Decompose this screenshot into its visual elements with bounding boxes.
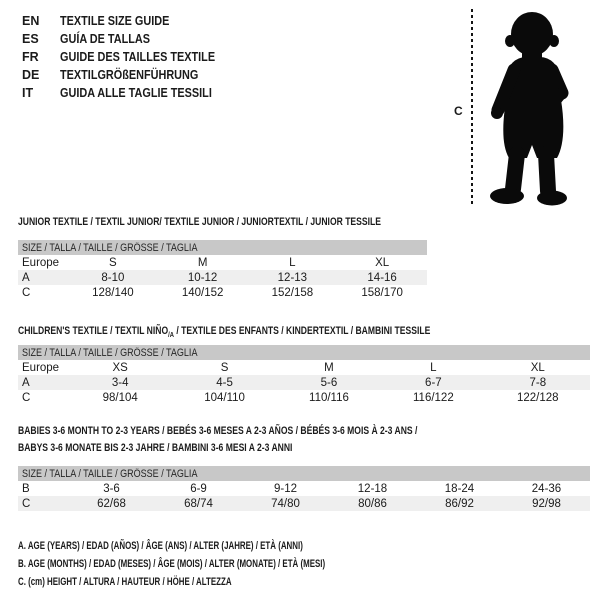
children-size-table [18,345,590,405]
language-code: DE [22,68,40,82]
row-label-cell: Europe [22,256,60,269]
babies-section-title [18,423,417,457]
size-value-cell: 140/152 [181,286,224,299]
size-value-cell: 86/92 [445,497,474,510]
size-value-cell: 116/122 [413,391,454,404]
children-title-subscript: /A [168,330,174,340]
size-header-bar [18,466,590,481]
children-title-suffix: / TEXTILE DES ENFANTS / KINDERTEXTIL / BAMBINI TESSILE [173,325,431,337]
size-value-cell: XS [112,361,128,374]
language-code: EN [22,14,40,28]
size-value-cell: 6-9 [190,482,207,495]
language-label: GUÍA DE TALLAS [60,32,151,46]
language-row [22,66,238,84]
size-value-cell: 98/104 [102,391,138,404]
size-value-cell: M [197,256,208,269]
footnote-c: C. (cm) HEIGHT / ALTURA / HAUTEUR / HÖHE / ALTEZZA [18,576,232,588]
language-label: TEXTILGRÖßENFÜHRUNG [60,68,199,82]
size-value-cell: 62/68 [97,497,126,510]
size-value-cell: XL [530,361,545,374]
size-value-cell: 122/128 [516,391,559,404]
row-label-cell: C [22,497,31,510]
size-value-cell: 152/158 [271,286,314,299]
table-row [18,496,590,511]
size-value-cell: 6-7 [425,376,442,389]
footnote-a: A. AGE (YEARS) / EDAD (AÑOS) / ÂGE (ANS) / ALTER (JAHRE) / ETÀ (ANNI) [18,540,303,552]
height-measure-label: C [454,104,463,118]
size-value-cell: L [289,256,296,269]
size-header-label: SIZE / TALLA / TAILLE / GRÖSSE / TAGLIA [22,467,198,480]
size-value-cell: 12-18 [357,482,388,495]
table-row [18,375,590,390]
height-dashed-line [471,9,473,206]
size-value-cell: 18-24 [444,482,475,495]
row-label-cell: A [22,271,30,284]
language-row [22,84,238,102]
size-value-cell: 4-5 [216,376,233,389]
size-value-cell: 5-6 [320,376,338,389]
language-label: GUIDE DES TAILLES TEXTILE [60,50,216,64]
junior-section-title: JUNIOR TEXTILE / TEXTIL JUNIOR/ TEXTILE JUNIOR / JUNIORTEXTIL / JUNIOR TESSILE [18,216,381,228]
size-value-cell: S [220,361,229,374]
size-header-label: SIZE / TALLA / TAILLE / GRÖSSE / TAGLIA [22,241,198,254]
size-header-bar [18,345,590,360]
junior-size-table [18,240,427,300]
babies-size-table [18,466,590,511]
language-row [22,30,238,48]
size-value-cell: 7-8 [529,376,547,389]
size-value-cell: 80/86 [358,497,387,510]
size-header-bar [18,240,427,255]
size-value-cell: 68/74 [184,497,213,510]
size-value-cell: 110/116 [309,391,349,404]
size-header-label: SIZE / TALLA / TAILLE / GRÖSSE / TAGLIA [22,346,198,359]
row-label-cell: B [22,482,30,495]
table-row [18,285,427,300]
size-value-cell: 3-4 [111,376,129,389]
size-value-cell: 128/140 [92,286,134,299]
size-value-cell: 104/110 [204,391,245,404]
table-row [18,360,590,375]
size-value-cell: 74/80 [271,497,300,510]
row-label-cell: C [22,286,31,299]
row-label-cell: C [22,391,31,404]
size-value-cell: L [430,361,437,374]
babies-title-line1: BABIES 3-6 MONTH TO 2-3 YEARS / BEBÉS 3-6 MESES A 2-3 AÑOS / BÉBÉS 3-6 MOIS À 2-3 ANS / [18,425,418,437]
size-value-cell: 12-13 [277,271,308,284]
table-row [18,270,427,285]
children-section-title [18,325,430,341]
size-value-cell: 8-10 [101,271,125,284]
size-value-cell: M [324,361,334,374]
size-value-cell: 14-16 [367,271,397,284]
size-value-cell: 3-6 [103,482,120,495]
language-label: TEXTILE SIZE GUIDE [60,14,170,28]
language-code: ES [22,32,39,46]
row-label-cell: A [22,376,30,389]
row-label-cell: Europe [22,361,60,374]
size-value-cell: 10-12 [187,271,218,284]
language-code: FR [22,50,39,64]
baby-silhouette-icon [482,6,588,208]
table-row [18,390,590,405]
footnote-b: B. AGE (MONTHS) / EDAD (MESES) / ÂGE (MOIS) / ALTER (MONATE) / ETÀ (MESI) [18,558,326,570]
size-value-cell: 9-12 [273,482,298,495]
language-row [22,48,238,66]
size-value-cell: 92/98 [532,497,561,510]
size-value-cell: S [109,256,117,269]
language-list [22,12,238,102]
table-row [18,255,427,270]
footnotes [18,537,445,591]
babies-title-line2: BABYS 3-6 MONATE BIS 2-3 JAHRE / BAMBINI 3-6 MESI A 2-3 ANNI [18,442,293,454]
language-code: IT [22,86,34,100]
size-value-cell: XL [375,256,390,269]
table-row [18,481,590,496]
size-value-cell: 158/170 [361,286,403,299]
size-value-cell: 24-36 [531,482,562,495]
children-title-prefix: CHILDREN'S TEXTILE / TEXTIL NIÑO [18,325,169,337]
language-row [22,12,238,30]
language-label: GUIDA ALLE TAGLIE TESSILI [60,86,212,100]
